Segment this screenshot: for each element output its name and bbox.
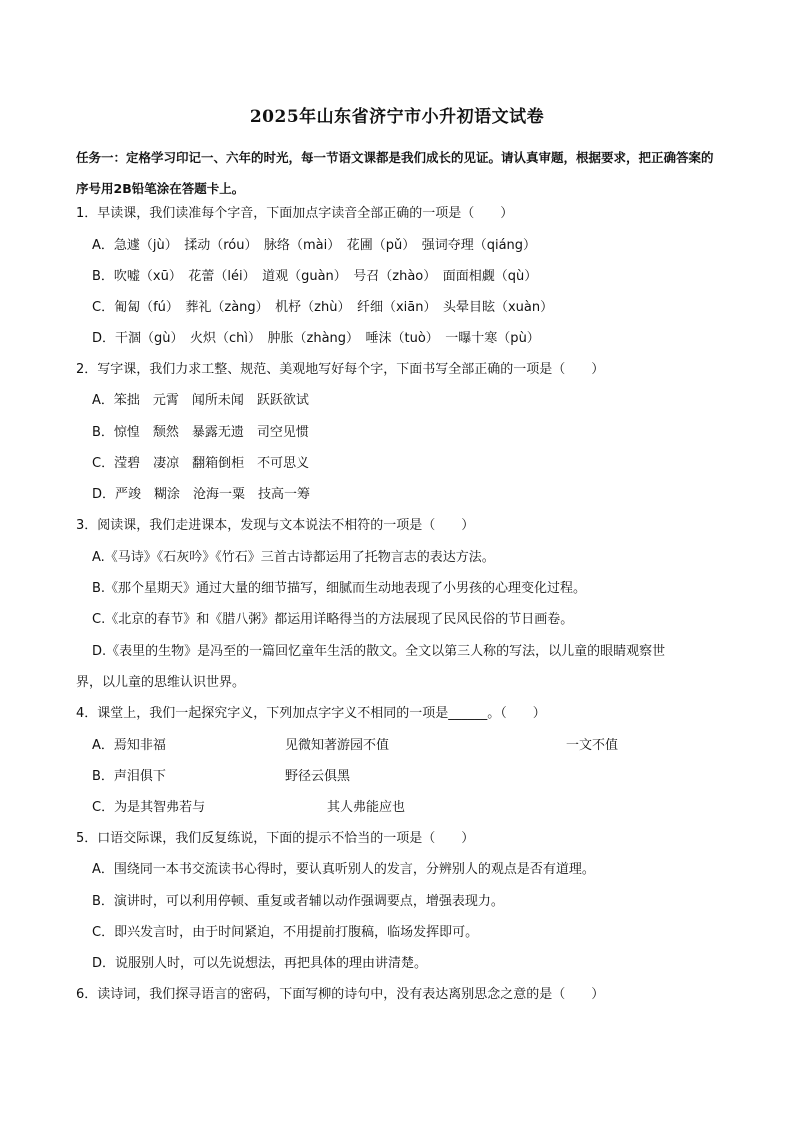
question-1-option-a: A．急遽（jù） 揉动（róu） 脉络（mài） 花圃（pǔ） 强词夺理（qiáng） [92, 238, 537, 253]
question-4-option-a-3: 一文不值 [566, 738, 619, 753]
question-4-option-b-2: 野径云俱黑 [285, 769, 351, 784]
question-2-option-a: A．笨拙 元霄 闻所未闻 跃跃欲试 [92, 393, 309, 408]
question-5-option-c: C．即兴发言时，由于时间紧迫，不用提前打腹稿，临场发挥即可。 [92, 925, 479, 940]
page-title: 2025年山东省济宁市小升初语文试卷 [249, 107, 545, 127]
question-2-option-d: D．严竣 糊涂 沧海一粟 技高一筹 [92, 487, 311, 502]
question-3-option-c: C.《北京的春节》和《腊八粥》都运用详略得当的方法展现了民风民俗的节日画卷。 [92, 612, 574, 627]
task-instruction: 任务一：定格学习印记一、六年的时光，每一节语文课都是我们成长的见证。请认真审题，根据要求，把正确答案的序号用2B铅笔涂在答题卡上。 [76, 150, 714, 196]
question-5-stem: 5．口语交际课，我们反复练说，下面的提示不恰当的一项是（ ） [76, 831, 475, 846]
question-2-stem: 2．写字课，我们力求工整、规范、美观地写好每个字，下面书写全部正确的一项是（ ） [76, 362, 605, 377]
question-4-option-a-1: A．焉知非福 [92, 738, 166, 753]
question-4-option-c-1: C．为是其智弗若与 [92, 800, 206, 815]
question-3-option-d-continued: 界，以儿童的思维认识世界。 [76, 675, 246, 690]
question-1-option-d: D．干涸（gù） 火炽（chì） 肿胀（zhàng） 唾沫（tuò） 一曝十寒（pù） [92, 331, 540, 346]
question-3-option-a: A.《马诗》《石灰吟》《竹石》三首古诗都运用了托物言志的表达方法。 [92, 550, 495, 565]
question-4-option-b-1: B．声泪俱下 [92, 769, 166, 784]
question-5-option-d: D．说服别人时，可以先说想法，再把具体的理由讲清楚。 [92, 956, 428, 971]
question-4-option-a-2: 见微知著游园不值 [285, 738, 390, 753]
question-3-option-d: D.《表里的生物》是冯至的一篇回忆童年生活的散文。全文以第三人称的写法，以儿童的眼睛观察世 [92, 644, 666, 659]
question-1-stem: 1．早读课，我们读准每个字音，下面加点字读音全部正确的一项是（ ） [76, 206, 514, 221]
question-5-option-a: A．围绕同一本书交流读书心得时，要认真听别人的发言，分辨别人的观点是否有道理。 [92, 862, 595, 877]
question-3-option-b: B.《那个星期天》通过大量的细节描写，细腻而生动地表现了小男孩的心理变化过程。 [92, 581, 587, 596]
question-3-stem: 3．阅读课，我们走进课本，发现与文本说法不相符的一项是（ ） [76, 518, 475, 533]
question-6-stem: 6．读诗词，我们探寻语言的密码，下面写柳的诗句中，没有表达离别思念之意的是（ ） [76, 987, 605, 1002]
question-1-option-b: B．吹嘘（xū） 花蕾（léi） 道观（guàn） 号召（zhào） 面面相觑（qù） [92, 269, 538, 284]
question-2-option-b: B．惊惶 颓然 暴露无遗 司空见惯 [92, 425, 309, 440]
question-2-option-c: C．滢碧 凄凉 翻箱倒柜 不可思义 [92, 456, 310, 471]
question-4-option-c-2: 其人弗能应也 [327, 800, 406, 815]
question-5-option-b: B．演讲时，可以利用停顿、重复或者辅以动作强调要点，增强表现力。 [92, 894, 504, 909]
question-4-stem: 4．课堂上，我们一起探究字义，下列加点字字义不相同的一项是______。（ ） [76, 706, 546, 721]
question-1-option-c: C．匍匐（fú） 葬礼（zàng） 机杼（zhù） 纤细（xiān） 头晕目眩（xuàn） [92, 300, 554, 315]
